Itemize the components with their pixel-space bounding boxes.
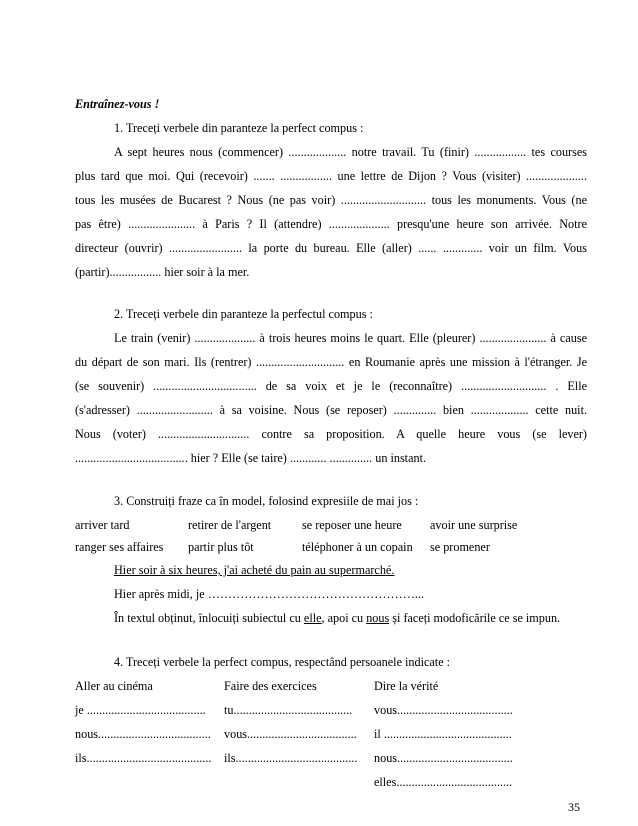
expression: se reposer une heure — [302, 518, 402, 532]
instruction-text: și faceți modoficările ce se impun. — [389, 611, 561, 625]
column-header: Aller au cinéma — [75, 679, 153, 693]
ex3-instruction — [114, 610, 587, 626]
column-header: Dire la vérité — [374, 679, 439, 693]
ex2-line: ..................................... hier ? Elle (se taire) ............ .............. un instant. — [75, 451, 427, 465]
fill-in-line: elles...................................... — [374, 775, 513, 789]
fill-in-line: nous..................................... — [75, 727, 211, 741]
fill-in-line: je ....................................... — [75, 703, 206, 717]
column-header: Faire des exercices — [224, 679, 317, 693]
ex1-line: directeur (ouvrir) ........................ la porte du bureau. Elle (aller) ...... ............. voir un film. Vous — [75, 241, 587, 255]
expression: téléphoner à un copain — [302, 540, 413, 554]
ex1-heading: 1. Treceți verbele din paranteze la perfect compus : — [114, 121, 364, 135]
ex2-heading: 2. Treceți verbele din paranteze la perfectul compus : — [114, 307, 373, 321]
ex1-line: pas être) ...................... à Paris ? Il (attendre) .................... presqu'une heure son arrivée. Notre — [75, 217, 587, 231]
instruction-text: , apoi cu — [321, 611, 367, 625]
ex1-line: plus tard que moi. Qui (recevoir) ....... ................. une lettre de Dijon ? Vous (visiter) .................... — [75, 169, 587, 183]
fill-in-line: vous.................................... — [224, 727, 357, 741]
expression: ranger ses affaires — [75, 540, 164, 554]
fill-in-line: tu....................................... — [224, 703, 353, 717]
section-title: Entraînez-vous ! — [75, 97, 160, 111]
fill-in-line: ils........................................ — [224, 751, 358, 765]
prompt-sentence: Hier après midi, je ……………………………………………... — [114, 587, 425, 601]
ex2-line: (se souvenir) .................................. de sa voix et je le (reconnaître) ............................ . Elle — [75, 379, 587, 393]
fill-in-line: vous...................................... — [374, 703, 513, 717]
instruction-text: În textul obținut, înlocuiți subiectul cu — [114, 611, 304, 625]
expression: retirer de l'argent — [188, 518, 272, 532]
expression: partir plus tôt — [188, 540, 254, 554]
ex2-line: Nous (voter) .............................. contre sa proposition. A quelle heure vous (se lever) — [75, 427, 587, 441]
ex2-line: du départ de son mari. Ils (rentrer) ............................. en Roumanie après une mission à l'étranger. Je — [75, 355, 587, 369]
ex2-line: Le train (venir) .................... à trois heures moins le quart. Elle (pleurer) ...................... à cause — [114, 331, 587, 345]
pronoun-nous: nous — [366, 611, 390, 625]
expression: arriver tard — [75, 518, 130, 532]
model-sentence: Hier soir à six heures, j'ai acheté du pain au supermarché. — [114, 563, 395, 577]
pronoun-elle: elle — [303, 611, 322, 625]
fill-in-line: il .......................................... — [374, 727, 512, 741]
ex2-line: (s'adresser) ......................... à sa voisine. Nous (se reposer) .............. bien ................... cette nuit. — [75, 403, 587, 417]
fill-in-line: nous...................................... — [374, 751, 513, 765]
ex1-line: (partir)................. hier soir à la mer. — [75, 265, 250, 279]
ex1-line: A sept heures nous (commencer) ................... notre travail. Tu (finir) ................. tes courses — [114, 145, 587, 159]
expression: se promener — [430, 540, 490, 554]
fill-in-line: ils......................................... — [75, 751, 212, 765]
expression: avoir une surprise — [430, 518, 518, 532]
ex1-line: tous les musées de Bucarest ? Nous (ne pas voir) ............................ tous les monuments. Vous (ne — [75, 193, 587, 207]
ex4-heading: 4. Treceți verbele la perfect compus, respectând persoanele indicate : — [114, 655, 451, 669]
ex3-heading: 3. Construiți fraze ca în model, folosind expresiile de mai jos : — [114, 494, 419, 508]
page-number: 35 — [568, 800, 580, 814]
